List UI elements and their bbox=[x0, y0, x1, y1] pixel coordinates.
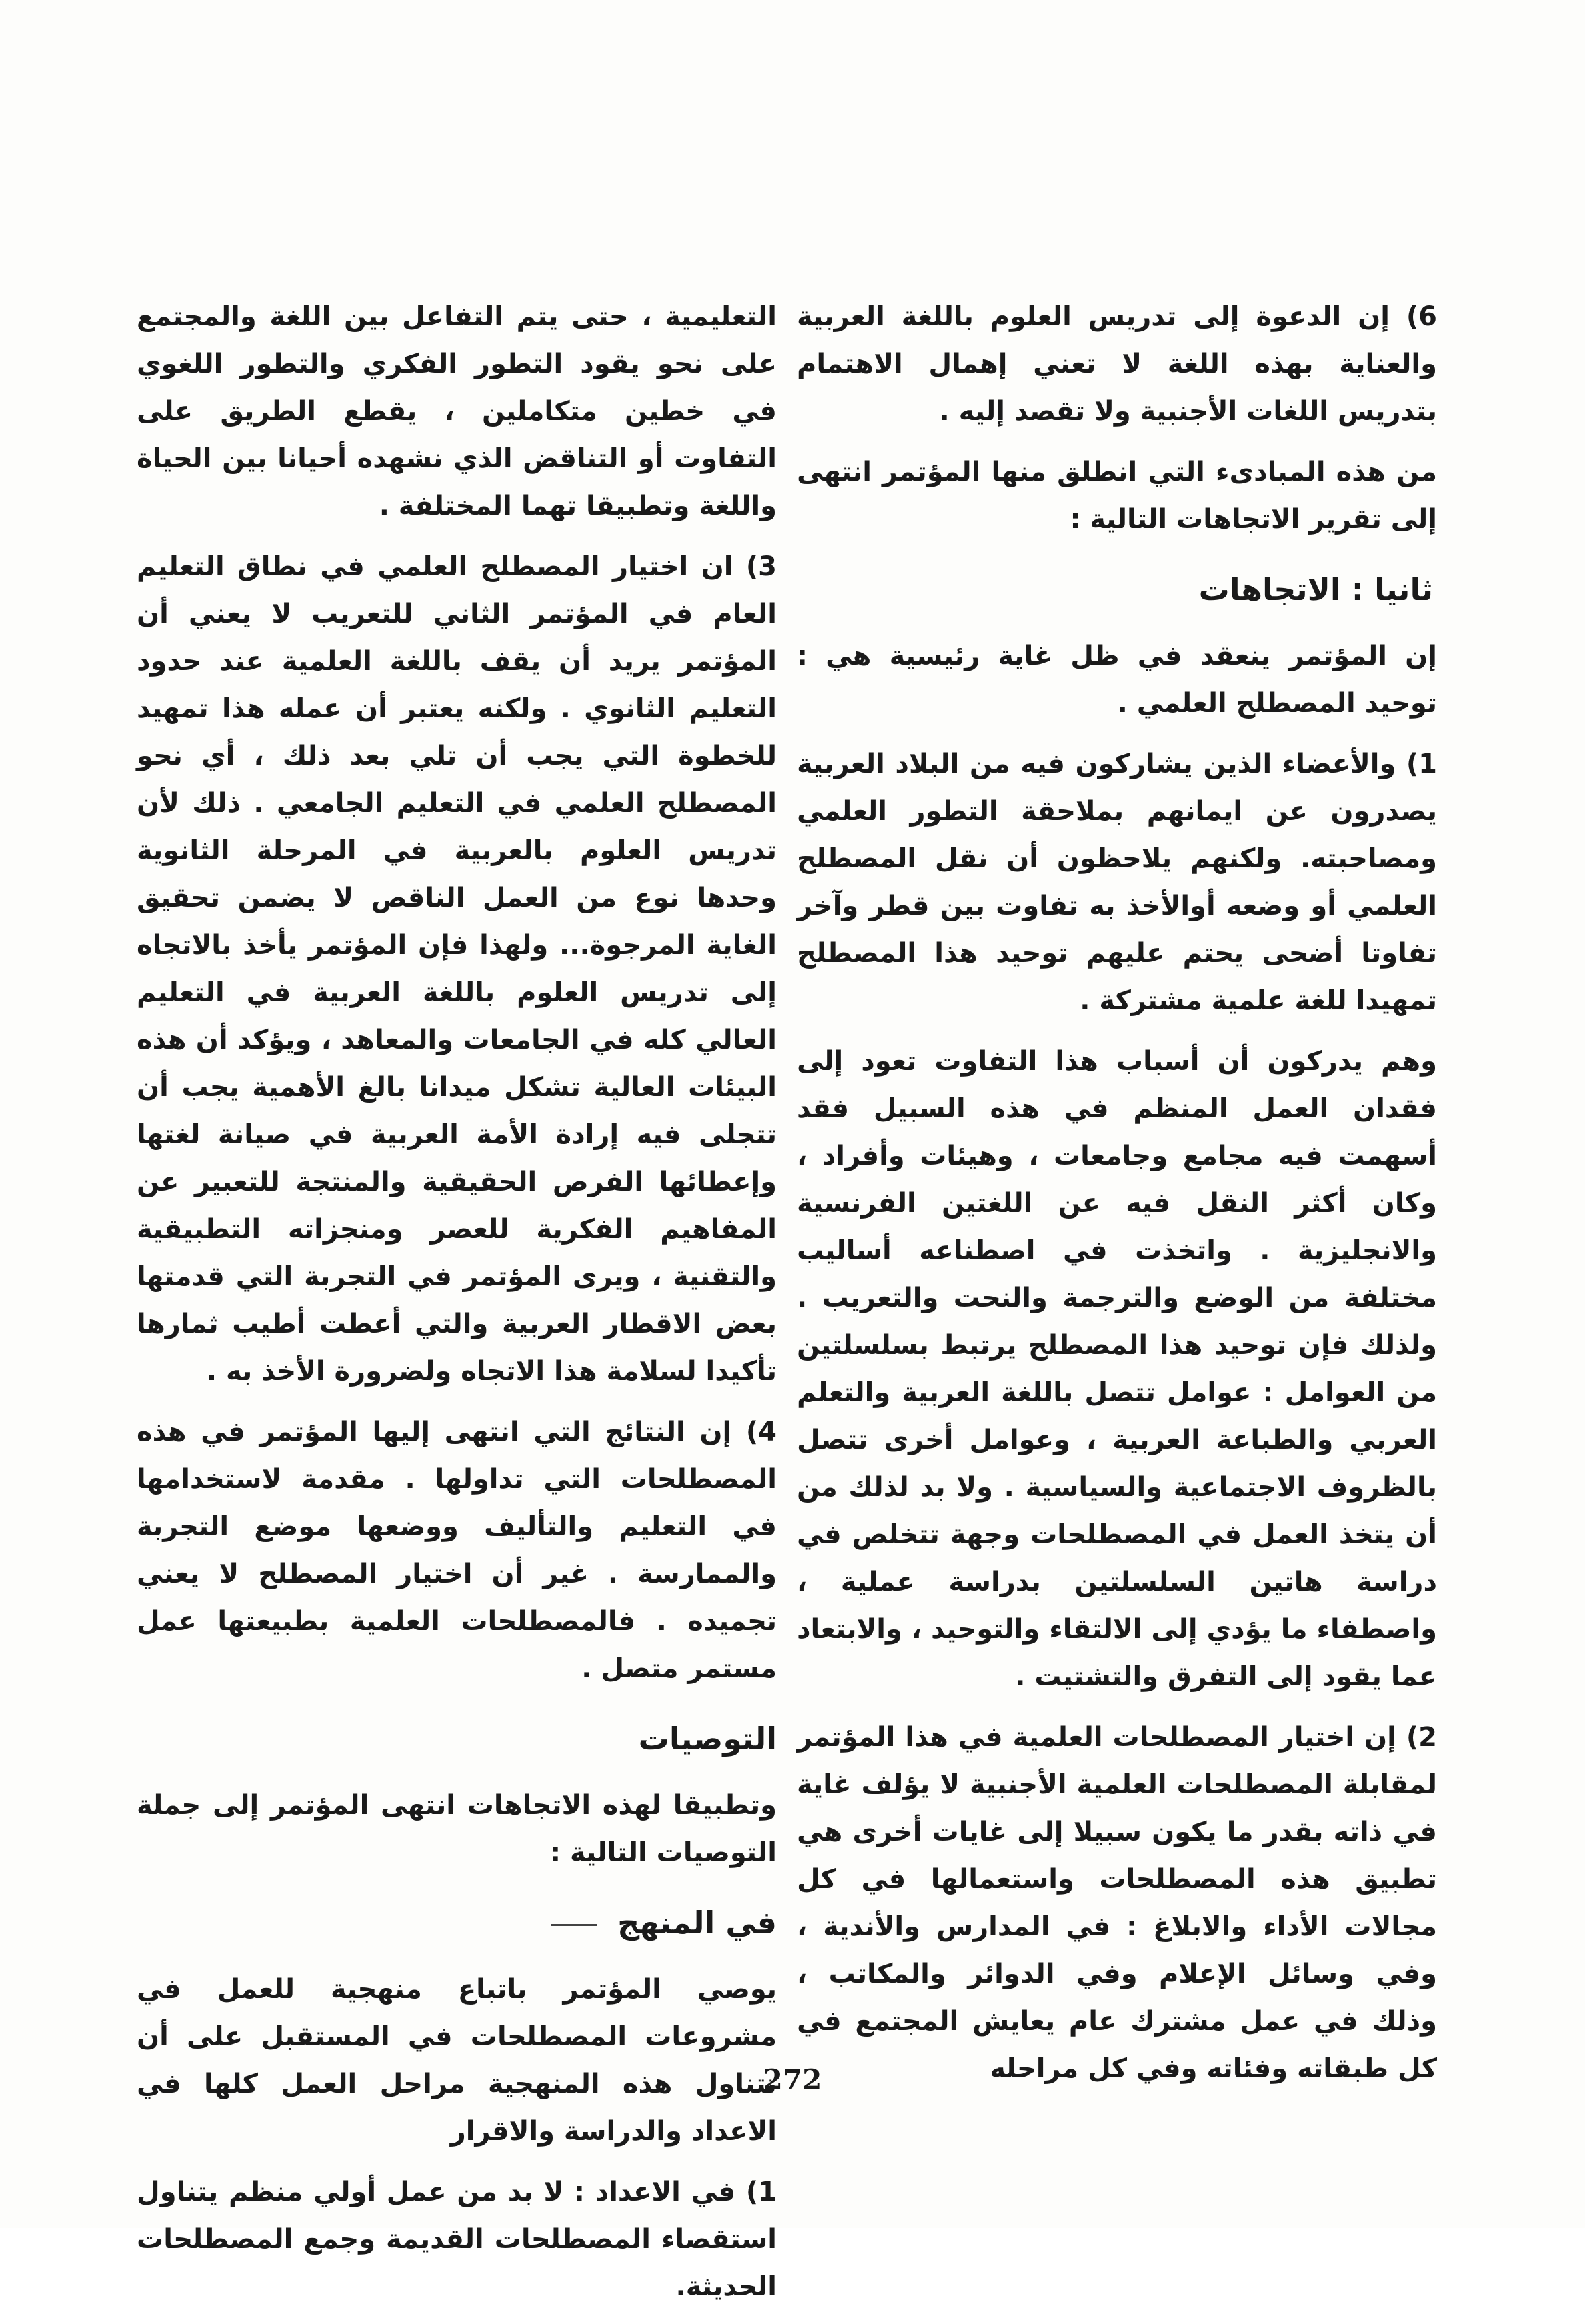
paragraph-direction-1: 1) والأعضاء الذين يشاركون فيه من البلاد العربية يصدرون عن ايمانهم بملاحقة التطور العلمي ومصاحبته. ولكنهم يلاحظون أن نقل المصطلح العلمي أو وضعه أوالأخذ به تفاوت بين قطر وآخر تفاوتا أضحى يحتم عليهم توحيد هذا المصطلح تمهيدا للغة علمية مشتركة . bbox=[797, 749, 1437, 1016]
paragraph-direction-3: 3) ان اختيار المصطلح العلمي في نطاق التعليم العام في المؤتمر الثاني للتعريب لا يعني أن المؤتمر يريد أن يقف باللغة العلمية عند حدود التعليم الثانوي . ولكنه يعتبر أن عمله هذا تمهيد للخطوة التي يجب أن تلي بعد ذلك ، أي نحو المصطلح العلمي في التعليم الجامعي . ذلك لأن تدريس العلوم بالعربية في المرحلة الثانوية وحدها نوع من العمل الناقص لا يضمن تحقيق الغاية المرجوة... ولهذا فإن المؤتمر يأخذ بالاتجاه إلى تدريس العلوم باللغة العربية في التعليم العالي كله في الجامعات والمعاهد ، ويؤكد أن هذه البيئات العالية تشكل ميدانا بالغ الأهمية يجب أن تتجلى فيه إرادة الأمة العربية في صيانة لغتها وإعطائها الفرص الحقيقية والمنتجة للتعبير عن المفاهيم الفكرية للعصر ومنجزاته التطبيقية والتقنية ، ويرى المؤتمر في التجربة التي قدمتها بعض الاقطار العربية والتي أعطت أطيب ثمارها تأكيدا لسلامة هذا الاتجاه ولضرورة الأخذ به . bbox=[137, 551, 777, 1387]
paragraph-preparation: 1) في الاعداد : لا بد من عمل أولي منظم يتناول استقصاء المصطلحات القديمة وجمع المصطلحات الحديثة. bbox=[137, 2177, 777, 2302]
heading-recommendations: التوصيات bbox=[638, 1721, 777, 1757]
paragraph-educational-continuation: التعليمية ، حتى يتم التفاعل بين اللغة والمجتمع على نحو يقود التطور الفكري والتطور اللغوي في خطين متكاملين ، يقطع الطريق على التفاوت أو التناقض الذي نشهده أحيانا بين الحياة واللغة وتطبيقا تهما المختلفة . bbox=[137, 301, 777, 521]
heading-directions: ثانيا : الاتجاهات bbox=[1198, 571, 1433, 607]
paragraph-point-6: 6) إن الدعوة إلى تدريس العلوم باللغة العربية والعناية بهذه اللغة لا تعني إهمال الاهتمام بتدريس اللغات الأجنبية ولا تقصد إليه . bbox=[797, 301, 1437, 427]
paragraph-direction-2: 2) إن اختيار المصطلحات العلمية في هذا المؤتمر لمقابلة المصطلحات العلمية الأجنبية لا يؤلف غاية في ذاته بقدر ما يكون سبيلا إلى غايات أخرى هي تطبيق هذه المصطلحات واستعمالها في كل مجالات الأداء والابلاغ : في المدارس والأندية ، وفي وسائل الإعلام وفي الدوائر والمكاتب ، وذلك في عمل مشترك عام يعايش المجتمع في كل طبقاته وفئاته وفي كل مراحله bbox=[797, 1722, 1437, 2084]
paragraph-direction-4: 4) إن النتائج التي انتهى إليها المؤتمر في هذه المصطلحات التي تداولها . مقدمة لاستخدامها في التعليم والتأليف ووضعها موضع التجربة والممارسة . غير أن اختيار المصطلح لا يعني تجميده . فالمصطلحات العلمية بطبيعتها عمل مستمر متصل . bbox=[137, 1417, 777, 1684]
paragraph-main-goal: إن المؤتمر ينعقد في ظل غاية رئيسية هي : توحيد المصطلح العلمي . bbox=[797, 641, 1437, 719]
left-column bbox=[137, 293, 777, 2324]
heading-method-wrapper bbox=[137, 1899, 777, 1946]
page-number: 272 bbox=[763, 2063, 822, 2096]
paragraph-disparity-causes: وهم يدركون أن أسباب هذا التفاوت تعود إلى فقدان العمل المنظم في هذه السبيل فقد أسهمت فيه مجامع وجامعات ، وهيئات وأفراد ، وكان أكثر النقل فيه عن اللغتين الفرنسية والانجليزية . واتخذت في اصطناعه أساليب مختلفة من الوضع والترجمة والنحت والتعريب . ولذلك فإن توحيد هذا المصطلح يرتبط بسلسلتين من العوامل : عوامل تتصل باللغة العربية والتعلم العربي والطباعة العربية ، وعوامل أخرى تتصل بالظروف الاجتماعية والسياسية . ولا بد لذلك من أن يتخذ العمل في المصطلحات وجهة تتخلص في دراسة هاتين السلسلتين بدراسة عملية ، واصطفاء ما يؤدي إلى الالتقاء والتوحيد ، والابتعاد عما يقود إلى التفرق والتشتيت . bbox=[797, 1046, 1437, 1692]
paragraph-recommendations-intro: وتطبيقا لهذه الاتجاهات انتهى المؤتمر إلى جملة التوصيات التالية : bbox=[137, 1790, 777, 1868]
right-column bbox=[797, 293, 1437, 2106]
decorative-dash bbox=[551, 1924, 597, 1926]
heading-method: في المنهج bbox=[617, 1905, 777, 1941]
paragraph-principles-intro: من هذه المبادىء التي انطلق منها المؤتمر انتهى إلى تقرير الاتجاهات التالية : bbox=[797, 457, 1437, 535]
paragraph-methodology: يوصي المؤتمر باتباع منهجية للعمل في مشروعات المصطلحات في المستقبل على أن تتناول هذه المنهجية مراحل العمل كلها في الاعداد والدراسة والاقرار bbox=[137, 1974, 777, 2147]
